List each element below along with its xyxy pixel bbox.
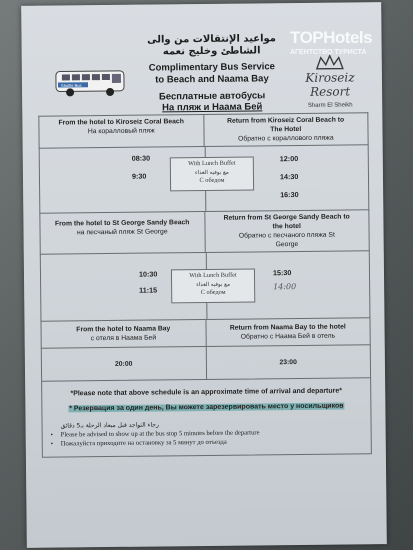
- logo-name: Kiroseiz Resort: [305, 70, 355, 99]
- return-time: 15:30: [272, 268, 292, 278]
- section-1-header: [38, 112, 368, 147]
- return-time: 12:00: [279, 154, 299, 164]
- lunch-label-ru: С обедом: [200, 288, 226, 297]
- tophotels-watermark: [290, 28, 410, 78]
- section-1-return-header: [203, 113, 368, 146]
- advice-item-ru: • Пожалуйста приходите на остановку за 5 минут до отъезда: [51, 436, 371, 448]
- approximate-time-note: *Please note that above schedule is an approximate time of arrival and departure*: [70, 387, 343, 398]
- arabic-title: مواعيد الإنتقالات من والى الشاطئ وخليج نعمه: [147, 33, 277, 58]
- schedule-sheet: [21, 2, 387, 548]
- departure-time: 9:30: [131, 171, 147, 181]
- shuttle-bus-icon: [52, 65, 130, 100]
- return-label-ru-1: Обратно с песчаного пляжа St: [238, 231, 335, 240]
- handwritten-time: 14:00: [273, 282, 297, 292]
- english-title-line2: to Beach and Naama Bay: [155, 73, 269, 86]
- section-1-outbound-header: [39, 115, 203, 148]
- lunch-label-ar: مع بوفيه الغذاء: [194, 169, 229, 176]
- departure-time: 10:30: [138, 269, 158, 279]
- departure-time: 08:30: [131, 153, 151, 163]
- watermark-tagline: АГЕНТСТВО ТУРИСТА: [290, 49, 367, 56]
- outbound-label-en: From the hotel to Kiroseiz Coral Beach: [58, 118, 184, 127]
- english-title: [127, 61, 297, 87]
- departure-time: 20:00: [114, 360, 133, 368]
- bus-caption: Shuttle Bus: [60, 82, 82, 88]
- outbound-label-en: From the hotel to St George Sandy Beach: [54, 219, 190, 228]
- russian-title-line2: На пляж и Наама Бей: [162, 101, 263, 114]
- section-2-return-header: [204, 210, 369, 252]
- section-3-outbound-header: [41, 320, 205, 348]
- schedule-table: [38, 112, 372, 457]
- outbound-label-ru: на песчаный пляж St George: [76, 228, 168, 237]
- return-label-en-2: The Hotel: [270, 125, 302, 134]
- section-2-header: [39, 209, 369, 253]
- outbound-label-en: From the hotel to Naama Bay: [76, 325, 171, 334]
- section-2-times: [40, 250, 371, 320]
- return-label-en-1: Return from Kiroseiz Coral Beach to: [227, 116, 345, 125]
- outbound-label-ru: На коралловый пляж: [87, 127, 155, 136]
- lunch-buffet-box: [170, 156, 254, 191]
- russian-title-line1: Бесплатные автобусы: [158, 90, 266, 103]
- lunch-buffet-box: [171, 268, 255, 303]
- return-label-en: Return from Naama Bay to the hotel: [229, 323, 346, 332]
- section-3-return-header: [205, 318, 370, 346]
- return-label-ru-2: George: [275, 241, 299, 249]
- section-2-outbound-header: [40, 212, 204, 254]
- lunch-label-en: With Lunch Buffet: [189, 271, 237, 280]
- english-title-line1: Complimentary Bus Service: [148, 61, 275, 74]
- section-3-header: [40, 317, 370, 347]
- return-label-ru: Обратно с кораллового пляжа: [238, 134, 334, 143]
- advice-item-en: • Please be advised to show up at the bus stop 5 minutes before the departure: [51, 427, 371, 439]
- outbound-label-ru: с отеля в Наама Бей: [90, 334, 157, 343]
- watermark-brand: TOPHotels: [290, 28, 373, 47]
- notes-box: [41, 377, 372, 457]
- departure-time: 11:15: [139, 285, 158, 295]
- return-time: 14:30: [279, 172, 299, 182]
- return-label-en-1: Return from St George Sandy Beach to: [223, 213, 350, 222]
- section-3-times: [41, 344, 371, 380]
- advice-item-ar: رجاء التواجد قبل ميعاد الرحلة بـ5 دقائق: [60, 421, 159, 430]
- lunch-label-en: With Lunch Buffet: [188, 159, 236, 168]
- logo-location: Sharm El Sheikh: [307, 102, 353, 109]
- lunch-label-ru: С обедом: [199, 176, 225, 185]
- advice-list: [51, 418, 371, 448]
- reservation-note: * Резервация за один день, Вы можете зарезервировать место у носильщиков: [69, 402, 344, 413]
- return-time: 23:00: [205, 345, 370, 379]
- schedule-note: [42, 378, 370, 417]
- section-1-times: [39, 144, 370, 212]
- lunch-label-ar: مع بوفيه الغذاء: [196, 281, 231, 288]
- return-label-en-2: the hotel: [272, 222, 301, 231]
- russian-title: [127, 90, 297, 114]
- return-label-ru: Обратно с Наама Бей в отель: [240, 332, 336, 341]
- return-time: 16:30: [280, 190, 299, 200]
